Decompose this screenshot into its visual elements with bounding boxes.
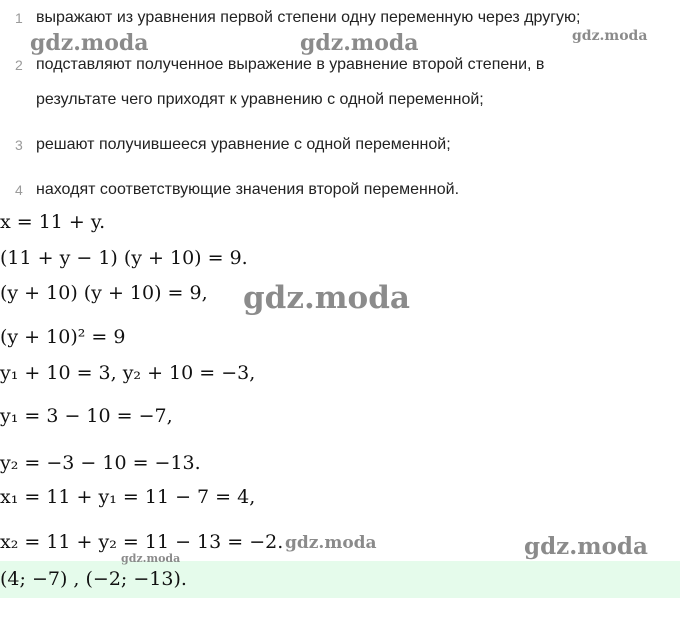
- answer: (4; −7) , (−2; −13).: [0, 568, 187, 590]
- watermark: gdz.moda: [300, 30, 419, 56]
- equation-2: (11 + y − 1) (y + 10) = 9.: [0, 247, 248, 269]
- step-number: 4: [15, 182, 23, 198]
- watermark: gdz.moda: [285, 533, 377, 553]
- equation-8: x₁ = 11 + y₁ = 11 − 7 = 4,: [0, 486, 256, 508]
- watermark: gdz.moda: [524, 533, 648, 560]
- step-number: 1: [15, 10, 23, 26]
- step-text: решают получившееся уравнение с одной переменной;: [36, 136, 451, 153]
- equation-7: y₂ = −3 − 10 = −13.: [0, 452, 201, 474]
- step-text: результате чего приходят к уравнению с одной переменной;: [36, 91, 484, 108]
- equation-3: (y + 10) (y + 10) = 9,: [0, 282, 208, 304]
- step-text: находят соответствующие значения второй переменной.: [36, 181, 460, 198]
- step-text: подставляют полученное выражение в уравнение второй степени, в: [36, 56, 545, 73]
- step-number: 3: [15, 137, 23, 153]
- watermark: gdz.moda: [243, 280, 410, 316]
- equation-4: (y + 10)² = 9: [0, 326, 126, 348]
- step-text: выражают из уравнения первой степени одну переменную через другую;: [36, 9, 581, 26]
- step-number: 2: [15, 57, 23, 73]
- watermark: gdz.moda: [121, 552, 181, 565]
- watermark: gdz.moda: [572, 28, 648, 44]
- equation-1: x = 11 + y.: [0, 211, 106, 233]
- equation-9: x₂ = 11 + y₂ = 11 − 13 = −2.: [0, 531, 284, 553]
- watermark: gdz.moda: [30, 30, 149, 56]
- equation-6: y₁ = 3 − 10 = −7,: [0, 405, 173, 427]
- equation-5: y₁ + 10 = 3, y₂ + 10 = −3,: [0, 362, 256, 384]
